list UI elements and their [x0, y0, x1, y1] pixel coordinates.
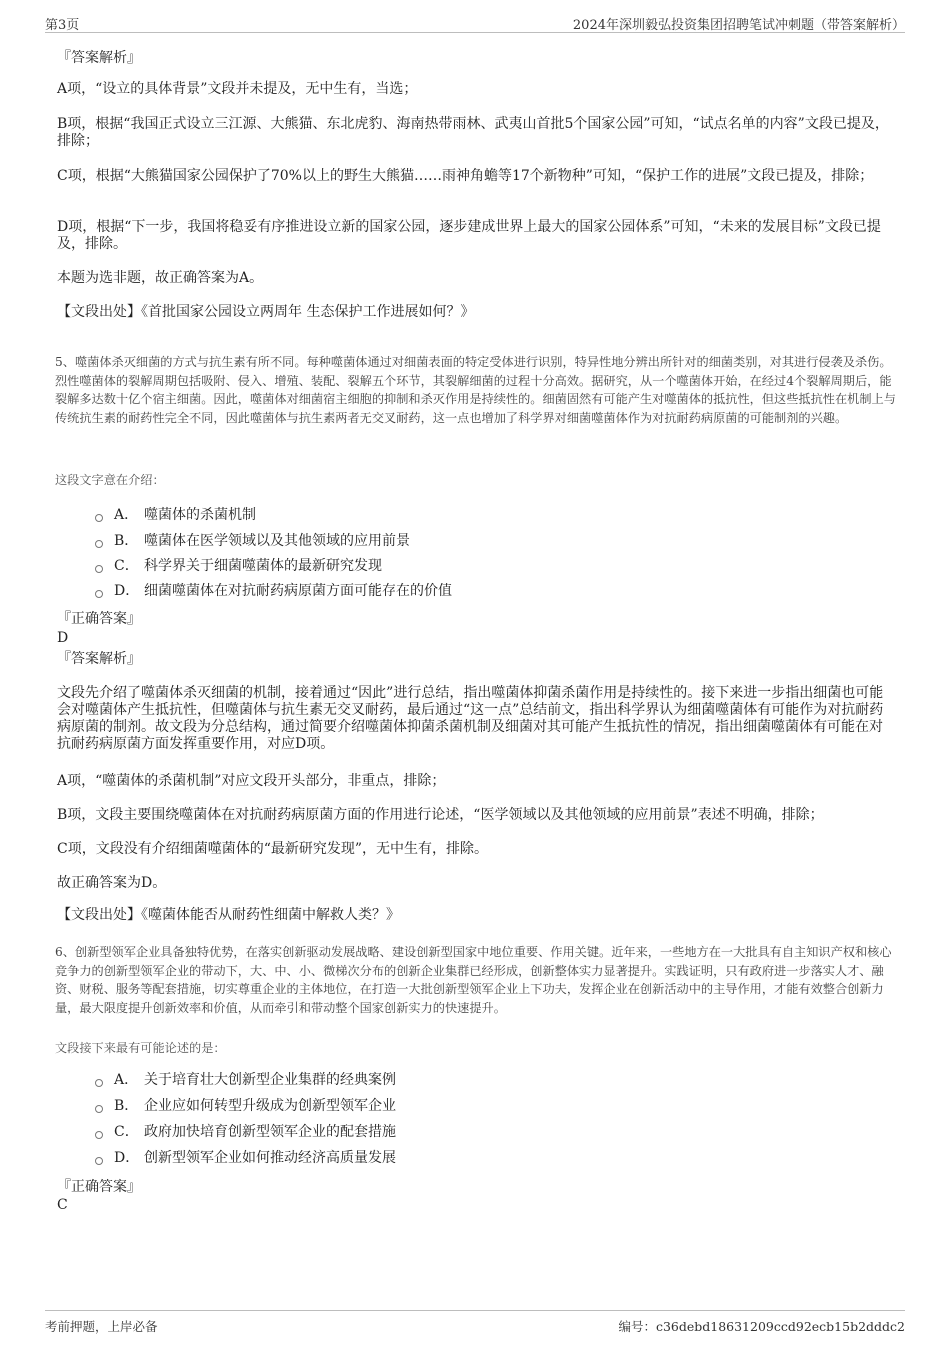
- q5-option-a[interactable]: [95, 506, 256, 524]
- option-text: 科学界关于细菌噬菌体的最新研究发现: [144, 558, 382, 574]
- q5-passage: 5、噬菌体杀灭细菌的方式与抗生素有所不同。每种噬菌体通过对细菌表面的特定受体进行识别，特异性地分辨出所针对的细菌类别，对其进行侵袭及杀伤。烈性噬菌体的裂解周期包括吸附、侵入、增殖、装配、裂解五个环节，其裂解细菌的过程十分高效。据研究，从一个噬菌体开始，在经过4个裂解周期后，能裂解多达数十亿个宿主细菌。因此，噬菌体对细菌宿主细胞的抑制和杀灭作用是持续性的。细菌固然有可能产生对噬菌体的抵抗性，但这些抵抗性在机制上与传统抗生素的耐药性完全不同，因此噬菌体与抗生素两者无交叉耐药，这一点也增加了科学界对细菌噬菌体作为对抗耐药病原菌的可能制剂的兴趣。: [55, 355, 896, 425]
- q4-analysis-b: B项，根据“我国正式设立三江源、大熊猫、东北虎豹、海南热带雨林、武夷山首批5个国家公园”可知，“试点名单的内容”文段已提及，排除；: [57, 116, 889, 149]
- q5-analysis-a: A项，“噬菌体的杀菌机制”对应文段开头部分，非重点，排除；: [57, 773, 446, 789]
- radio-icon[interactable]: [95, 590, 103, 598]
- option-text: 创新型领军企业如何推动经济高质量发展: [144, 1150, 396, 1166]
- radio-icon[interactable]: [95, 1105, 103, 1113]
- q5-answer: D: [57, 630, 69, 646]
- radio-icon[interactable]: [95, 1157, 103, 1165]
- option-text: 企业应如何转型升级成为创新型领军企业: [144, 1098, 396, 1114]
- option-text: 细菌噬菌体在对抗耐药病原菌方面可能存在的价值: [144, 583, 452, 599]
- option-letter: B．: [114, 1098, 139, 1114]
- q5-analysis-body: 文段先介绍了噬菌体杀灭细菌的机制，接着通过“因此”进行总结，指出噬菌体抑菌杀菌作用是持续性的。接下来进一步指出细菌也可能会对噬菌体产生抵抗性，但噬菌体与抗生素无交叉耐药，最后通过“这一点”总结前文，指出科学界认为细菌噬菌体有可能作为对抗耐药病原菌的制剂。故文段为分总结构，通过简要介绍噬菌体抑菌杀菌机制及细菌对其可能产生抵抗性的情况，指出细菌噬菌体有可能在对抗耐药病原菌方面发挥重要作用，对应D项。: [57, 685, 884, 752]
- option-letter: D．: [114, 583, 140, 599]
- q5-option-b[interactable]: [95, 532, 410, 550]
- radio-icon[interactable]: [95, 1079, 103, 1087]
- q5-analysis-c: C项，文段没有介绍细菌噬菌体的“最新研究发现”，无中生有，排除。: [57, 841, 489, 857]
- q4-analysis-c: C项，根据“大熊猫国家公园保护了70%以上的野生大熊猫……雨神角蟾等17个新物种”可知，“保护工作的进展”文段已提及，排除；: [57, 168, 874, 184]
- page-footer: [45, 1310, 905, 1335]
- footer-slogan: 考前押题，上岸必备: [45, 1319, 158, 1334]
- option-text: 噬菌体在医学领域以及其他领域的应用前景: [144, 533, 410, 549]
- option-letter: D．: [114, 1150, 140, 1166]
- q5-analysis-label: 『答案解析』: [57, 651, 141, 667]
- q6-prompt: 文段接下来最有可能论述的是：: [55, 1041, 226, 1055]
- radio-icon[interactable]: [95, 540, 103, 548]
- q4-conclusion: 本题为选非题，故正确答案为A。: [57, 270, 264, 286]
- option-letter: C．: [114, 558, 139, 574]
- q5-option-c[interactable]: [95, 557, 382, 575]
- q6-option-a[interactable]: [95, 1071, 396, 1089]
- q5-analysis-b: B项，文段主要围绕噬菌体在对抗耐药病原菌方面的作用进行论述，“医学领域以及其他领域的应用前景”表述不明确，排除；: [57, 807, 824, 823]
- q4-analysis-d: D项，根据“下一步，我国将稳妥有序推进设立新的国家公园，逐步建成世界上最大的国家公园体系”可知，“未来的发展目标”文段已提及，排除。: [57, 219, 881, 252]
- document-id: 编号：c36debd18631209ccd92ecb15b2dddc2: [618, 1319, 905, 1334]
- q6-option-b[interactable]: [95, 1097, 396, 1115]
- q5-answer-label: 『正确答案』: [57, 611, 141, 627]
- q4-analysis-label: 『答案解析』: [57, 50, 141, 66]
- q6-option-c[interactable]: [95, 1123, 396, 1141]
- q6-passage: 6、创新型领军企业具备独特优势，在落实创新驱动发展战略、建设创新型国家中地位重要、作用关键。近年来，一些地方在一大批具有自主知识产权和核心竞争力的创新型领军企业的带动下，大、中、小、微梯次分布的创新企业集群已经形成，创新整体实力显著提升。实践证明，只有政府进一步落实人才、融资、财税、服务等配套措施，切实尊重企业的主体地位，在打造一大批创新型领军企业上下功夫，发挥企业在创新活动中的主导作用，才能有效整合创新力量，最大限度提升创新效率和价值，从而牵引和带动整个国家创新实力的快速提升。: [55, 945, 892, 1015]
- q6-answer-label: 『正确答案』: [57, 1179, 141, 1195]
- page-number: 第3页: [45, 18, 80, 33]
- q5-conclusion: 故正确答案为D。: [57, 875, 167, 891]
- option-text: 关于培育壮大创新型企业集群的经典案例: [144, 1072, 396, 1088]
- option-letter: A．: [114, 507, 139, 523]
- radio-icon[interactable]: [95, 565, 103, 573]
- option-letter: A．: [114, 1072, 139, 1088]
- option-letter: B．: [114, 533, 139, 549]
- q5-source: 【文段出处】《噬菌体能否从耐药性细菌中解救人类？》: [57, 907, 400, 923]
- q6-option-d[interactable]: [95, 1149, 396, 1167]
- option-text: 噬菌体的杀菌机制: [144, 507, 256, 523]
- option-letter: C．: [114, 1124, 139, 1140]
- q4-analysis-a: A项，“设立的具体背景”文段并未提及，无中生有，当选；: [57, 81, 418, 97]
- option-text: 政府加快培育创新型领军企业的配套措施: [144, 1124, 396, 1140]
- q5-prompt: 这段文字意在介绍：: [55, 473, 165, 487]
- q6-answer: C: [57, 1197, 68, 1213]
- q5-option-d[interactable]: [95, 582, 452, 600]
- radio-icon[interactable]: [95, 1131, 103, 1139]
- q4-source: 【文段出处】《首批国家公园设立两周年 生态保护工作进展如何？》: [57, 304, 475, 320]
- radio-icon[interactable]: [95, 514, 103, 522]
- page-header: [45, 12, 905, 33]
- document-title: 2024年深圳毅弘投资集团招聘笔试冲刺题（带答案解析）: [572, 18, 905, 33]
